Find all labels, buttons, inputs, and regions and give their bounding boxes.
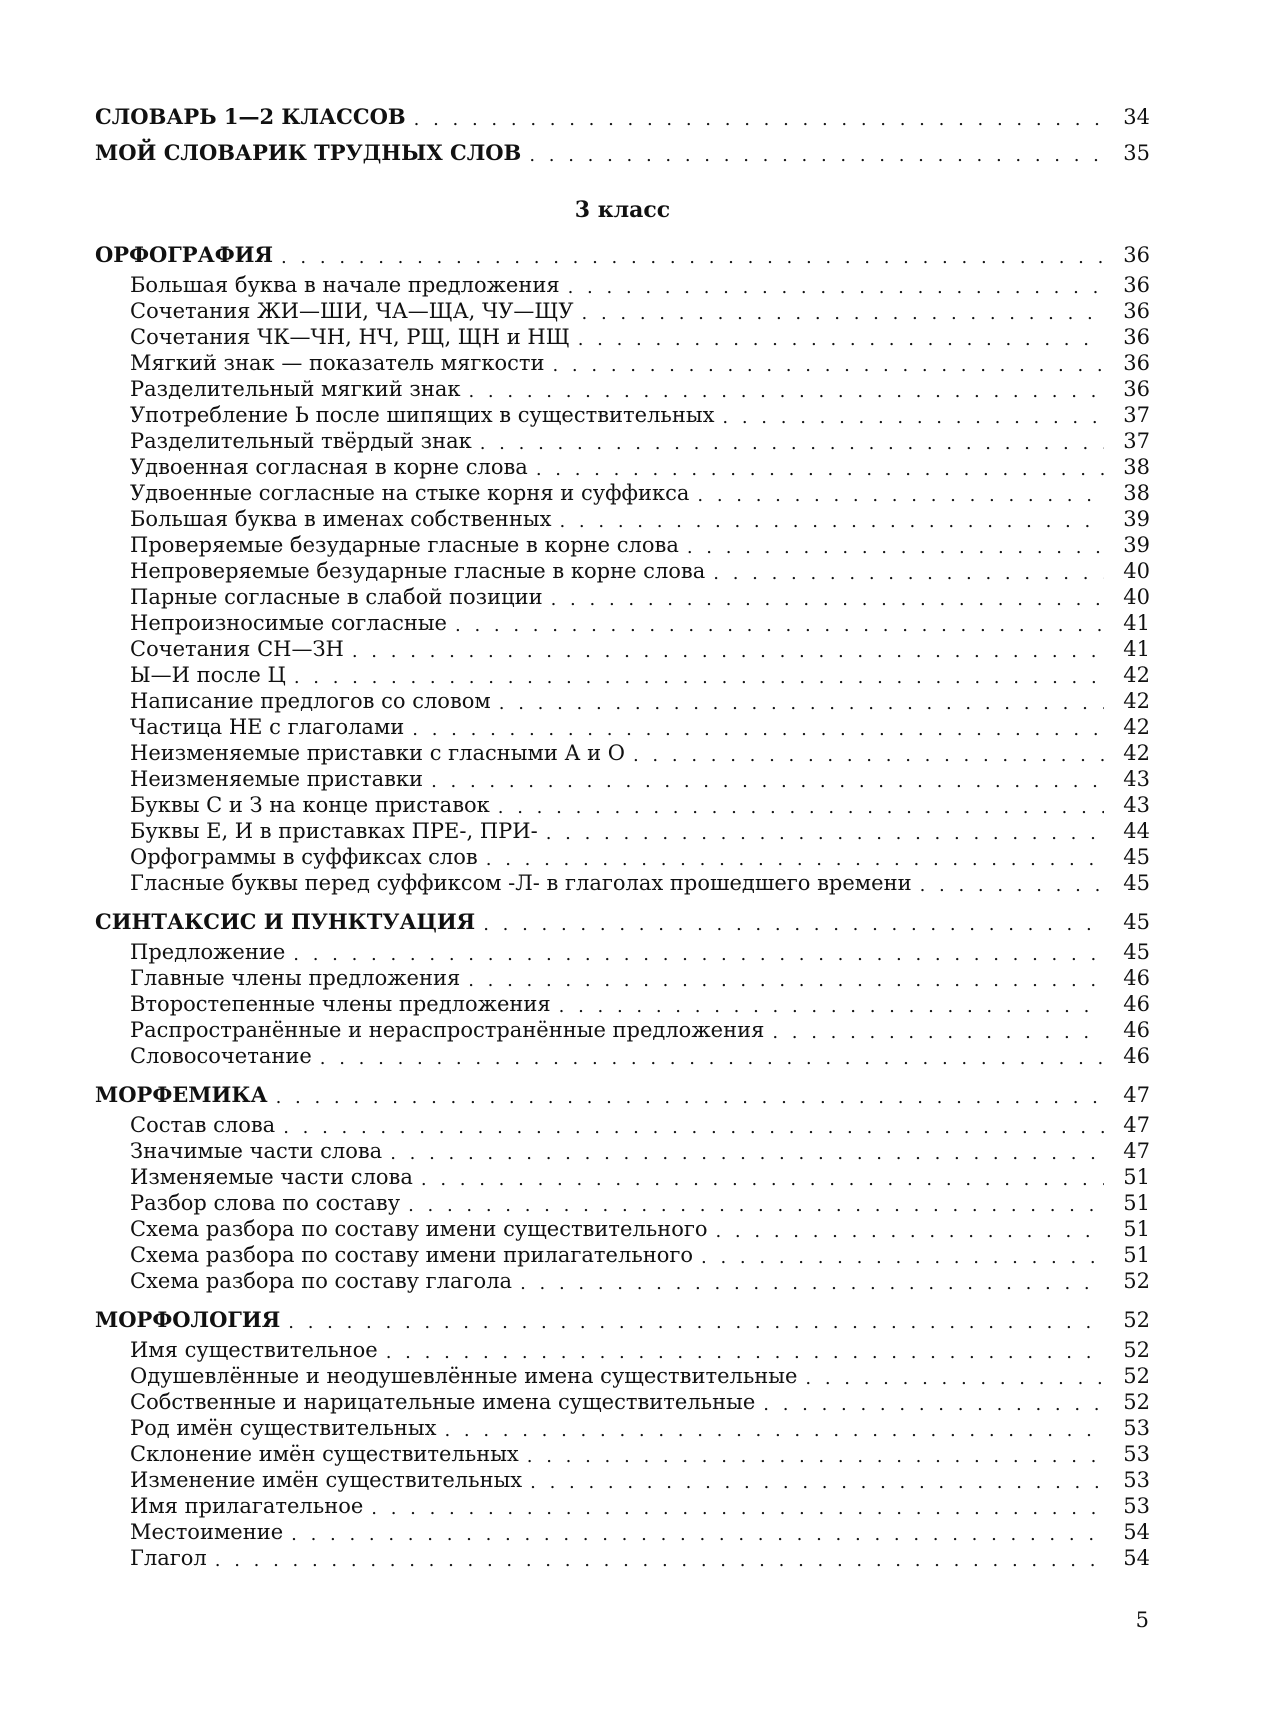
dot-leader bbox=[291, 1526, 1104, 1544]
toc-item-page: 54 bbox=[1123, 1546, 1150, 1570]
toc-item[interactable] bbox=[130, 1267, 1150, 1293]
toc-item[interactable] bbox=[130, 453, 1150, 479]
section-title: СИНТАКСИС И ПУНКТУАЦИЯ bbox=[95, 909, 476, 934]
toc-item-page: 51 bbox=[1123, 1191, 1150, 1215]
toc-item[interactable] bbox=[130, 635, 1150, 661]
toc-item-page: 52 bbox=[1123, 1364, 1150, 1388]
section-heading-morphemics[interactable] bbox=[95, 1079, 1150, 1107]
dot-leader bbox=[772, 1024, 1104, 1042]
dot-leader bbox=[444, 1422, 1104, 1440]
toc-item-title: Значимые части слова bbox=[130, 1139, 383, 1163]
toc-item[interactable] bbox=[130, 687, 1150, 713]
section-heading-morphology[interactable] bbox=[95, 1304, 1150, 1332]
toc-item-page: 52 bbox=[1123, 1269, 1150, 1293]
dot-leader bbox=[455, 617, 1104, 635]
toc-item[interactable] bbox=[130, 938, 1150, 964]
toc-item[interactable] bbox=[130, 1518, 1150, 1544]
dot-leader bbox=[281, 249, 1104, 267]
dot-leader bbox=[715, 1223, 1104, 1241]
toc-item-title: Непроизносимые согласные bbox=[130, 611, 447, 635]
dot-leader bbox=[414, 111, 1104, 129]
toc-item-page: 54 bbox=[1123, 1520, 1150, 1544]
toc-item[interactable] bbox=[130, 1336, 1150, 1362]
toc-item-page: 39 bbox=[1123, 533, 1150, 557]
dot-leader bbox=[559, 513, 1104, 531]
dot-leader bbox=[713, 565, 1104, 583]
toc-item-page: 41 bbox=[1123, 611, 1150, 635]
dot-leader bbox=[468, 972, 1104, 990]
section-title: МОРФЕМИКА bbox=[95, 1082, 268, 1107]
toc-item-title: Орфограммы в суффиксах слов bbox=[130, 845, 478, 869]
dot-leader bbox=[546, 825, 1104, 843]
toc-item-title: Схема разбора по составу глагола bbox=[130, 1269, 513, 1293]
toc-item-title: Большая буква в именах собственных bbox=[130, 507, 552, 531]
toc-item[interactable] bbox=[130, 1440, 1150, 1466]
toc-item[interactable] bbox=[130, 1544, 1150, 1570]
toc-item-title: Сочетания СН—ЗН bbox=[130, 637, 344, 661]
dot-leader bbox=[480, 435, 1104, 453]
toc-item[interactable] bbox=[130, 843, 1150, 869]
toc-item-title: Парные согласные в слабой позиции bbox=[130, 585, 543, 609]
toc-item-page: 38 bbox=[1123, 481, 1150, 505]
toc-item[interactable] bbox=[130, 1215, 1150, 1241]
toc-item[interactable] bbox=[130, 1189, 1150, 1215]
toc-item-title: Разделительный твёрдый знак bbox=[130, 429, 472, 453]
toc-item[interactable] bbox=[130, 323, 1150, 349]
toc-item[interactable] bbox=[130, 1492, 1150, 1518]
toc-item[interactable] bbox=[130, 1016, 1150, 1042]
section-page: 47 bbox=[1123, 1083, 1150, 1107]
toc-item-title: Мягкий знак — показатель мягкости bbox=[130, 351, 545, 375]
dot-leader bbox=[551, 591, 1104, 609]
toc-item-page: 36 bbox=[1123, 299, 1150, 323]
toc-item-page: 38 bbox=[1123, 455, 1150, 479]
toc-item-title: Написание предлогов со словом bbox=[130, 689, 491, 713]
toc-item[interactable] bbox=[130, 713, 1150, 739]
toc-item-title: Сочетания ЧК—ЧН, НЧ, РЩ, ЩН и НЩ bbox=[130, 325, 570, 349]
toc-item-title: Местоимение bbox=[130, 1520, 284, 1544]
toc-item-page: 39 bbox=[1123, 507, 1150, 531]
toc-item-page: 51 bbox=[1123, 1243, 1150, 1267]
dot-leader bbox=[582, 305, 1104, 323]
toc-item-title: Большая буква в начале предложения bbox=[130, 273, 560, 297]
dot-leader bbox=[412, 721, 1104, 739]
dot-leader bbox=[578, 331, 1104, 349]
dot-leader bbox=[294, 669, 1104, 687]
dot-leader bbox=[386, 1344, 1104, 1362]
page-number: 5 bbox=[1135, 1608, 1149, 1632]
dot-leader bbox=[390, 1145, 1104, 1163]
toc-item[interactable] bbox=[130, 869, 1150, 895]
toc-item-page: 53 bbox=[1123, 1494, 1150, 1518]
toc-item[interactable] bbox=[130, 271, 1150, 297]
toc-item[interactable] bbox=[130, 964, 1150, 990]
section-heading-syntax[interactable] bbox=[95, 906, 1150, 934]
toc-entry-page: 34 bbox=[1123, 105, 1150, 129]
section-heading-orthography[interactable] bbox=[95, 239, 1150, 267]
toc-item-page: 51 bbox=[1123, 1217, 1150, 1241]
toc-item-title: Схема разбора по составу имени прилагательного bbox=[130, 1243, 694, 1267]
toc-item-title: Состав слова bbox=[130, 1113, 276, 1137]
toc-item-title: Удвоенная согласная в корне слова bbox=[130, 455, 528, 479]
toc-item-page: 52 bbox=[1123, 1338, 1150, 1362]
toc-item[interactable] bbox=[130, 531, 1150, 557]
toc-item[interactable] bbox=[130, 1241, 1150, 1267]
toc-item-page: 37 bbox=[1123, 429, 1150, 453]
dot-leader bbox=[498, 799, 1104, 817]
dot-leader bbox=[499, 695, 1104, 713]
dot-leader bbox=[529, 147, 1104, 165]
toc-item-page: 45 bbox=[1123, 845, 1150, 869]
toc-item-page: 36 bbox=[1123, 325, 1150, 349]
dot-leader bbox=[468, 383, 1104, 401]
toc-item-page: 47 bbox=[1123, 1113, 1150, 1137]
toc-item-title: Буквы Е, И в приставках ПРЕ-, ПРИ- bbox=[130, 819, 538, 843]
dot-leader bbox=[763, 1396, 1104, 1414]
dot-leader bbox=[283, 1119, 1104, 1137]
dot-leader bbox=[536, 461, 1104, 479]
toc-item[interactable] bbox=[130, 817, 1150, 843]
toc-item-page: 42 bbox=[1123, 663, 1150, 687]
toc-item[interactable] bbox=[130, 557, 1150, 583]
toc-item-page: 53 bbox=[1123, 1416, 1150, 1440]
toc-item[interactable] bbox=[130, 661, 1150, 687]
dot-leader bbox=[568, 279, 1104, 297]
dot-leader bbox=[527, 1448, 1104, 1466]
toc-item-title: Удвоенные согласные на стыке корня и суффикса bbox=[130, 481, 690, 505]
toc-item-page: 46 bbox=[1123, 966, 1150, 990]
toc-item-page: 43 bbox=[1123, 767, 1150, 791]
toc-item-title: Проверяемые безударные гласные в корне слова bbox=[130, 533, 679, 557]
section-page: 52 bbox=[1123, 1308, 1150, 1332]
toc-item-page: 36 bbox=[1123, 273, 1150, 297]
toc-item-page: 44 bbox=[1123, 819, 1150, 843]
toc-item[interactable] bbox=[130, 765, 1150, 791]
toc-item-page: 36 bbox=[1123, 377, 1150, 401]
toc-item-page: 42 bbox=[1123, 715, 1150, 739]
toc-entry-title: СЛОВАРЬ 1—2 КЛАССОВ bbox=[95, 104, 406, 129]
toc-item-title: Изменение имён существительных bbox=[130, 1468, 523, 1492]
toc-item-title: Схема разбора по составу имени существительного bbox=[130, 1217, 708, 1241]
dot-leader bbox=[421, 1171, 1104, 1189]
toc-item-title: Непроверяемые безударные гласные в корне слова bbox=[130, 559, 706, 583]
dot-leader bbox=[486, 851, 1104, 869]
toc-item-title: Склонение имён существительных bbox=[130, 1442, 519, 1466]
toc-item-title: Ы—И после Ц bbox=[130, 663, 286, 687]
toc-item[interactable] bbox=[130, 479, 1150, 505]
toc-item-title: Словосочетание bbox=[130, 1044, 312, 1068]
toc-item-page: 47 bbox=[1123, 1139, 1150, 1163]
toc-item-page: 46 bbox=[1123, 992, 1150, 1016]
dot-leader bbox=[431, 773, 1104, 791]
toc-item-page: 46 bbox=[1123, 1044, 1150, 1068]
toc-item-page: 51 bbox=[1123, 1165, 1150, 1189]
toc-item-page: 52 bbox=[1123, 1390, 1150, 1414]
toc-entry-hard-words[interactable] bbox=[95, 135, 1150, 165]
toc-item-title: Собственные и нарицательные имена существительные bbox=[130, 1390, 756, 1414]
toc-item-page: 40 bbox=[1123, 559, 1150, 583]
dot-leader bbox=[805, 1370, 1104, 1388]
toc-item-page: 42 bbox=[1123, 741, 1150, 765]
toc-item[interactable] bbox=[130, 401, 1150, 427]
toc-item-title: Второстепенные члены предложения bbox=[130, 992, 551, 1016]
section-page: 36 bbox=[1123, 243, 1150, 267]
toc-item[interactable] bbox=[130, 990, 1150, 1016]
toc-item[interactable] bbox=[130, 1414, 1150, 1440]
dot-leader bbox=[552, 357, 1104, 375]
grade-heading: 3 класс bbox=[574, 197, 671, 223]
dot-leader bbox=[920, 877, 1104, 895]
toc-item-title: Глагол bbox=[130, 1546, 207, 1570]
toc-item-title: Одушевлённые и неодушевлённые имена существительные bbox=[130, 1364, 798, 1388]
toc-item-page: 42 bbox=[1123, 689, 1150, 713]
toc-item-title: Разделительный мягкий знак bbox=[130, 377, 461, 401]
toc-item-title: Предложение bbox=[130, 940, 286, 964]
dot-leader bbox=[352, 643, 1104, 661]
dot-leader bbox=[701, 1249, 1104, 1267]
toc-item-page: 40 bbox=[1123, 585, 1150, 609]
section-title: МОРФОЛОГИЯ bbox=[95, 1307, 281, 1332]
dot-leader bbox=[276, 1089, 1104, 1107]
toc-item[interactable] bbox=[130, 375, 1150, 401]
toc-item-page: 41 bbox=[1123, 637, 1150, 661]
toc-item-title: Неизменяемые приставки с гласными А и О bbox=[130, 741, 625, 765]
dot-leader bbox=[633, 747, 1104, 765]
toc-item-title: Гласные буквы перед суффиксом -Л- в глаголах прошедшего времени bbox=[130, 871, 912, 895]
dot-leader bbox=[687, 539, 1104, 557]
toc-item[interactable] bbox=[130, 297, 1150, 323]
toc-item[interactable] bbox=[130, 1042, 1150, 1068]
toc-entry-page: 35 bbox=[1123, 141, 1150, 165]
dot-leader bbox=[288, 1314, 1104, 1332]
toc-item[interactable] bbox=[130, 1111, 1150, 1137]
toc-item-title: Разбор слова по составу bbox=[130, 1191, 401, 1215]
toc-item[interactable] bbox=[130, 609, 1150, 635]
toc-item[interactable] bbox=[130, 1163, 1150, 1189]
toc-item-page: 37 bbox=[1123, 403, 1150, 427]
toc-item[interactable] bbox=[130, 349, 1150, 375]
dot-leader bbox=[371, 1500, 1104, 1518]
toc-item-title: Буквы С и З на конце приставок bbox=[130, 793, 490, 817]
dot-leader bbox=[408, 1197, 1104, 1215]
dot-leader bbox=[293, 946, 1104, 964]
section-title: ОРФОГРАФИЯ bbox=[95, 242, 273, 267]
toc-item-title: Сочетания ЖИ—ШИ, ЧА—ЩА, ЧУ—ЩУ bbox=[130, 299, 574, 323]
toc-item[interactable] bbox=[130, 583, 1150, 609]
dot-leader bbox=[722, 409, 1104, 427]
toc-entry-dictionary-1-2[interactable] bbox=[95, 99, 1150, 129]
toc-item-title: Распространённые и нераспространённые предложения bbox=[130, 1018, 765, 1042]
toc-item-title: Главные члены предложения bbox=[130, 966, 461, 990]
toc-item-title: Частица НЕ с глаголами bbox=[130, 715, 405, 739]
dot-leader bbox=[530, 1474, 1104, 1492]
dot-leader bbox=[483, 916, 1104, 934]
toc-entry-title: МОЙ СЛОВАРИК ТРУДНЫХ СЛОВ bbox=[95, 140, 522, 165]
toc-item-title: Имя существительное bbox=[130, 1338, 378, 1362]
toc-item-page: 46 bbox=[1123, 1018, 1150, 1042]
toc-item-page: 45 bbox=[1123, 871, 1150, 895]
toc-item-title: Употребление Ь после шипящих в существительных bbox=[130, 403, 715, 427]
toc-item[interactable] bbox=[130, 427, 1150, 453]
toc-item-page: 36 bbox=[1123, 351, 1150, 375]
toc-item-page: 43 bbox=[1123, 793, 1150, 817]
toc-item[interactable] bbox=[130, 1388, 1150, 1414]
dot-leader bbox=[520, 1275, 1104, 1293]
toc-item-title: Неизменяемые приставки bbox=[130, 767, 424, 791]
section-page: 45 bbox=[1123, 910, 1150, 934]
dot-leader bbox=[215, 1552, 1104, 1570]
toc-item[interactable] bbox=[130, 505, 1150, 531]
toc-item-page: 45 bbox=[1123, 940, 1150, 964]
toc-item[interactable] bbox=[130, 791, 1150, 817]
toc-item-page: 53 bbox=[1123, 1468, 1150, 1492]
toc-item[interactable] bbox=[130, 739, 1150, 765]
toc-item-title: Род имён существительных bbox=[130, 1416, 437, 1440]
toc-item[interactable] bbox=[130, 1362, 1150, 1388]
dot-leader bbox=[697, 487, 1104, 505]
dot-leader bbox=[320, 1050, 1104, 1068]
toc-item-page: 53 bbox=[1123, 1442, 1150, 1466]
toc-item[interactable] bbox=[130, 1466, 1150, 1492]
toc-item[interactable] bbox=[130, 1137, 1150, 1163]
toc-item-title: Имя прилагательное bbox=[130, 1494, 364, 1518]
dot-leader bbox=[559, 998, 1104, 1016]
toc-item-title: Изменяемые части слова bbox=[130, 1165, 413, 1189]
